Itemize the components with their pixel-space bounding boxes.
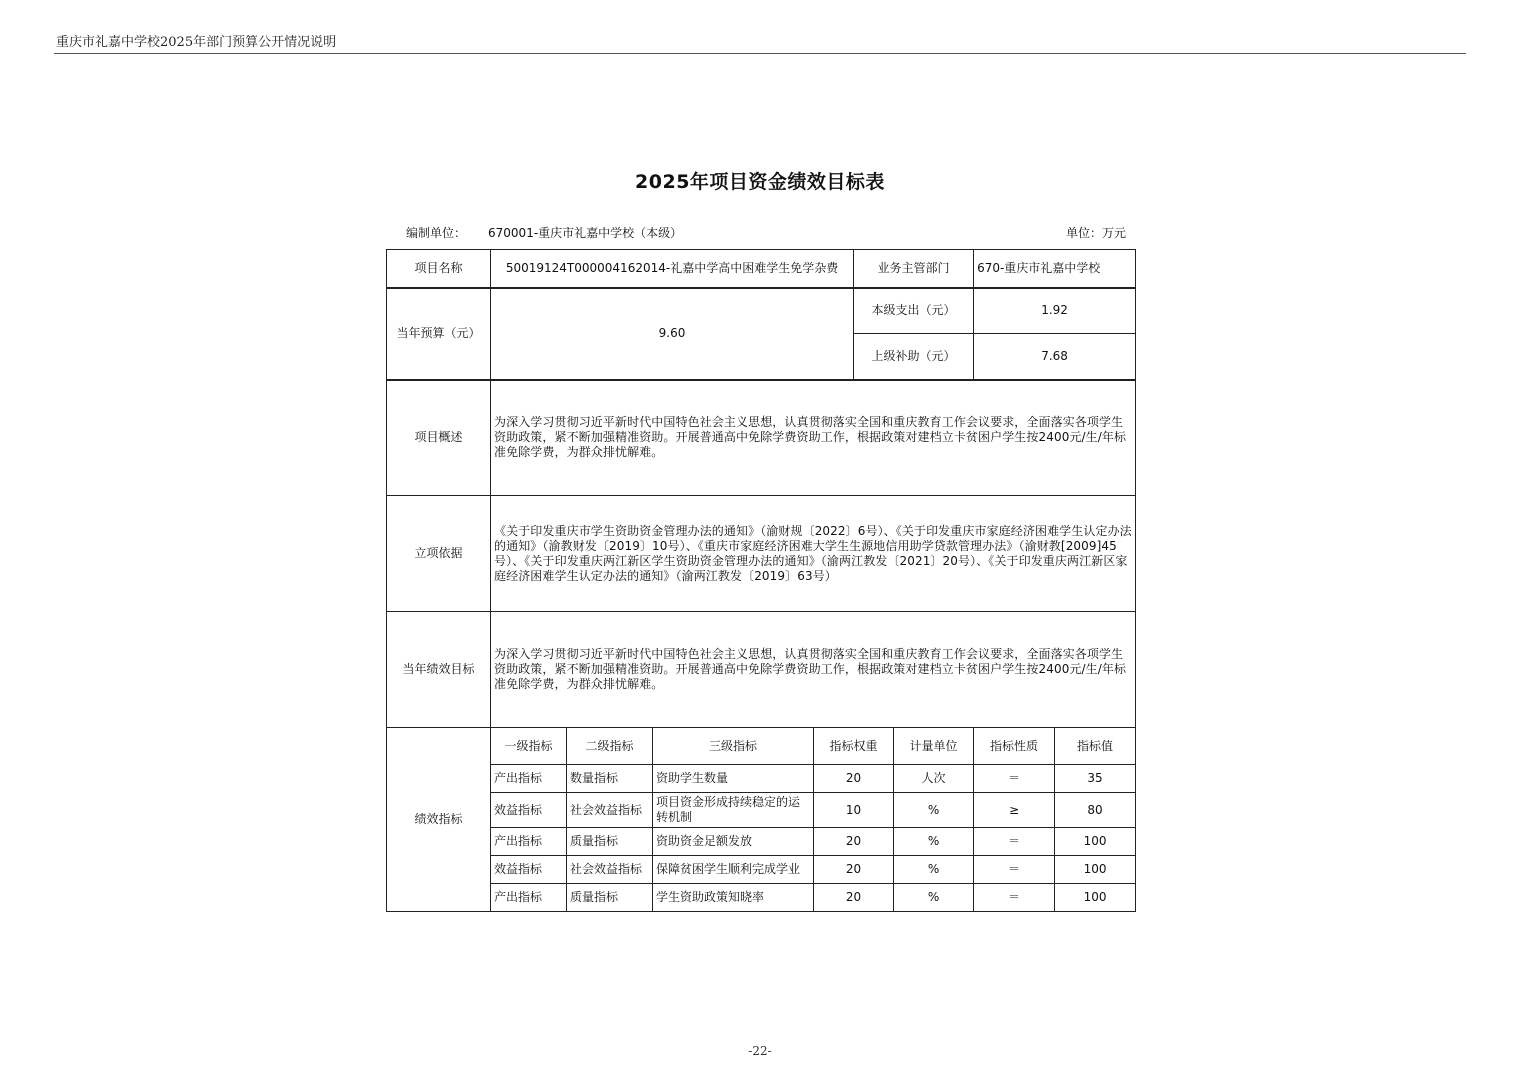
value-cell: 100	[1055, 856, 1136, 884]
indicator-header: 二级指标	[567, 728, 653, 765]
level2-cell: 质量指标	[567, 884, 653, 912]
performance-table	[386, 249, 1136, 912]
value-cell: 100	[1055, 884, 1136, 912]
compiling-unit	[406, 224, 682, 241]
indicators-label: 绩效指标	[387, 728, 491, 912]
unit-cell: 人次	[894, 765, 974, 793]
indicator-header: 指标值	[1055, 728, 1136, 765]
indicator-header: 指标性质	[974, 728, 1055, 765]
document-title: 2025年项目资金绩效目标表	[635, 171, 885, 193]
department-label: 业务主管部门	[854, 250, 974, 288]
nature-cell: ＝	[974, 765, 1055, 793]
level3-cell: 保障贫困学生顺利完成学业	[653, 856, 814, 884]
value-cell: 80	[1055, 793, 1136, 828]
compiling-unit-value: 670001-重庆市礼嘉中学校（本级）	[488, 226, 683, 240]
weight-cell: 10	[814, 793, 894, 828]
level1-cell: 产出指标	[491, 884, 567, 912]
table-row	[387, 765, 1136, 793]
nature-cell: ＝	[974, 856, 1055, 884]
weight-cell: 20	[814, 828, 894, 856]
upper-subsidy-label: 上级补助（元）	[854, 334, 974, 380]
own-expense-label: 本级支出（元）	[854, 288, 974, 334]
level2-cell: 质量指标	[567, 828, 653, 856]
project-name-label: 项目名称	[387, 250, 491, 288]
table-row	[387, 828, 1136, 856]
value-cell: 35	[1055, 765, 1136, 793]
project-name-value: 50019124T000004162014-礼嘉中学高中困难学生免学杂费	[491, 250, 854, 288]
table-row	[387, 793, 1136, 828]
indicator-header: 计量单位	[894, 728, 974, 765]
table-row	[387, 884, 1136, 912]
page-number: -22-	[748, 1044, 772, 1058]
indicator-header: 三级指标	[653, 728, 814, 765]
level1-cell: 产出指标	[491, 765, 567, 793]
department-value: 670-重庆市礼嘉中学校	[974, 250, 1136, 288]
unit-cell: %	[894, 884, 974, 912]
level3-cell: 项目资金形成持续稳定的运转机制	[653, 793, 814, 828]
indicator-header: 一级指标	[491, 728, 567, 765]
basis-label: 立项依据	[387, 496, 491, 612]
running-header: 重庆市礼嘉中学校2025年部门预算公开情况说明	[56, 35, 337, 50]
level2-cell: 社会效益指标	[567, 856, 653, 884]
indicator-header: 指标权重	[814, 728, 894, 765]
level1-cell: 效益指标	[491, 793, 567, 828]
weight-cell: 20	[814, 856, 894, 884]
weight-cell: 20	[814, 765, 894, 793]
budget-value: 9.60	[491, 288, 854, 380]
own-expense-value: 1.92	[974, 288, 1136, 334]
upper-subsidy-value: 7.68	[974, 334, 1136, 380]
compiling-unit-label: 编制单位：	[406, 226, 467, 240]
weight-cell: 20	[814, 884, 894, 912]
level3-cell: 学生资助政策知晓率	[653, 884, 814, 912]
level3-cell: 资助学生数量	[653, 765, 814, 793]
goal-label: 当年绩效目标	[387, 612, 491, 728]
level3-cell: 资助资金足额发放	[653, 828, 814, 856]
unit-cell: %	[894, 828, 974, 856]
header-rule	[54, 53, 1466, 54]
overview-label: 项目概述	[387, 380, 491, 496]
nature-cell: ≥	[974, 793, 1055, 828]
level1-cell: 产出指标	[491, 828, 567, 856]
value-cell: 100	[1055, 828, 1136, 856]
level1-cell: 效益指标	[491, 856, 567, 884]
level2-cell: 社会效益指标	[567, 793, 653, 828]
overview-text: 为深入学习贯彻习近平新时代中国特色社会主义思想，认真贯彻落实全国和重庆教育工作会议要求，全面落实各项学生资助政策，紧不断加强精准资助。开展普通高中免除学费资助工作，根据政策对建档立卡贫困户学生按2400元/生/年标准免除学费，为群众排忧解难。	[491, 380, 1136, 496]
nature-cell: ＝	[974, 828, 1055, 856]
unit-cell: %	[894, 856, 974, 884]
table-row	[387, 856, 1136, 884]
nature-cell: ＝	[974, 884, 1055, 912]
unit-cell: %	[894, 793, 974, 828]
level2-cell: 数量指标	[567, 765, 653, 793]
budget-label: 当年预算（元）	[387, 288, 491, 380]
goal-text: 为深入学习贯彻习近平新时代中国特色社会主义思想，认真贯彻落实全国和重庆教育工作会议要求，全面落实各项学生资助政策，紧不断加强精准资助。开展普通高中免除学费资助工作，根据政策对建档立卡贫困户学生按2400元/生/年标准免除学费，为群众排忧解难。	[491, 612, 1136, 728]
currency-unit: 单位：万元	[1066, 226, 1127, 240]
basis-text: 《关于印发重庆市学生资助资金管理办法的通知》（渝财规〔2022〕6号）、《关于印发重庆市家庭经济困难学生认定办法的通知》（渝教财发〔2019〕10号）、《重庆市家庭经济困难大学生生源地信用助学贷款管理办法》（渝财教[2009]45号）、《关于印发重庆两江新区学生资助资金管理办法的通知》（渝两江教发〔2021〕20号）、《关于印发重庆两江新区家庭经济困难学生认定办法的通知》（渝两江教发〔2019〕63号）	[491, 496, 1136, 612]
